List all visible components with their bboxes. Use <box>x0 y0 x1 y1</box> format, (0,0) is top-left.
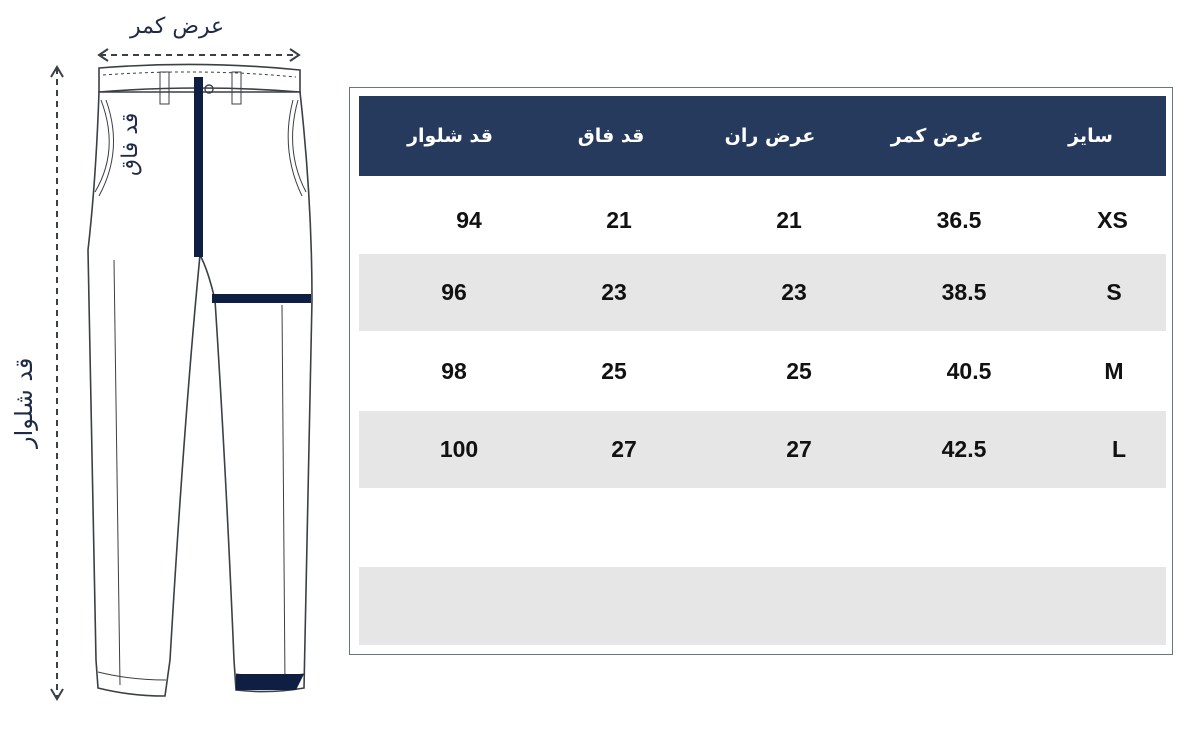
table-row <box>359 331 1166 411</box>
trouser-measurement-figure <box>0 0 330 727</box>
cell-length: 100 <box>439 436 479 462</box>
cell-length: 98 <box>441 357 467 384</box>
cell-waist: 36.5 <box>936 206 982 233</box>
hem-bar <box>236 674 304 690</box>
header-waist: عرض کمر <box>890 125 984 147</box>
header-size: سایز <box>1068 125 1113 147</box>
table-row <box>359 411 1166 488</box>
size-table <box>349 87 1173 655</box>
waist-label: عرض کمر <box>130 14 225 39</box>
cell-rise: 27 <box>611 436 637 462</box>
cell-size: S <box>1106 279 1122 305</box>
cell-thigh: 27 <box>786 436 812 462</box>
cell-thigh: 21 <box>776 206 802 233</box>
header-rise: قد فاق <box>577 125 645 147</box>
cell-waist: 40.5 <box>946 357 992 384</box>
table-row <box>359 567 1166 645</box>
cell-waist: 38.5 <box>941 279 987 305</box>
cell-thigh: 25 <box>786 357 812 384</box>
cell-rise: 23 <box>601 279 627 305</box>
cell-rise: 25 <box>601 357 627 384</box>
cell-size: M <box>1104 357 1124 384</box>
table-row <box>359 186 1166 254</box>
table-header <box>359 96 1166 176</box>
trouser-illustration <box>0 0 330 727</box>
thigh-bar <box>212 294 311 303</box>
cell-waist: 42.5 <box>941 436 987 462</box>
length-label: قد شلوار <box>10 357 38 448</box>
cell-size: L <box>1111 436 1127 462</box>
length-arrow <box>51 67 63 699</box>
table-row <box>359 254 1166 331</box>
cell-size: XS <box>1097 206 1128 233</box>
rise-label: قد فاق <box>118 112 143 176</box>
cell-thigh: 23 <box>781 279 807 305</box>
header-thigh: عرض ران <box>724 125 816 147</box>
table-row <box>359 488 1166 567</box>
waist-width-arrow <box>99 49 299 61</box>
cell-length: 96 <box>441 279 467 305</box>
cell-length: 94 <box>456 206 482 233</box>
header-length: قد شلوار <box>407 125 493 147</box>
rise-bar <box>194 77 203 257</box>
cell-rise: 21 <box>606 206 632 233</box>
